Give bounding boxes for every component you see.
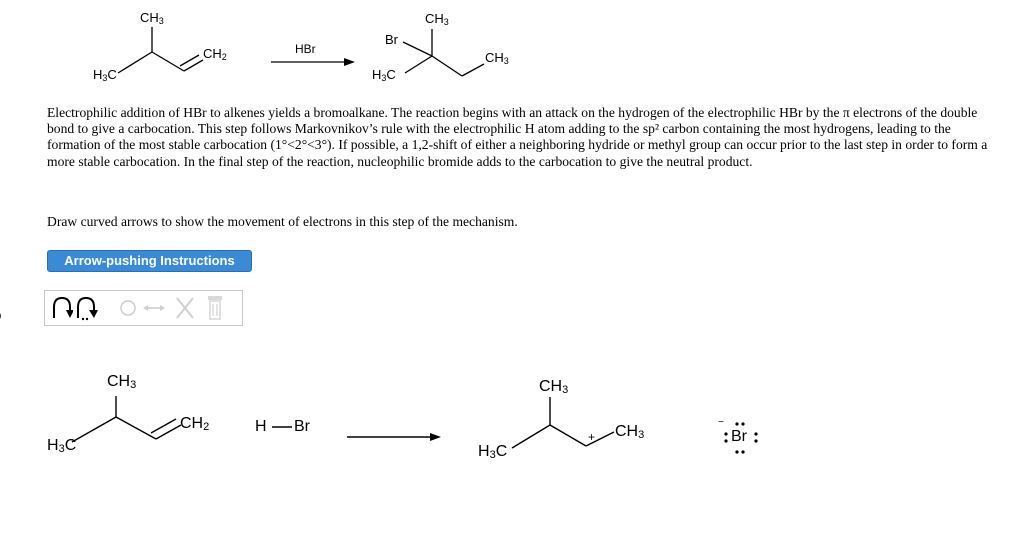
arrow-pushing-instructions-button[interactable]: Arrow-pushing Instructions [47,250,252,272]
product-methyl-top-label: $CH_3$ [425,11,449,27]
bromide-lone-pairs [718,418,766,458]
single-headed-curved-arrow-icon[interactable] [75,294,99,322]
reactant-methyl-left-label: $H_3C$ [93,67,117,83]
carbocation-charge-label: + [588,430,596,444]
bromide-symbol-label: Br [731,428,747,445]
product-bromo-label: Br [385,32,398,47]
mechanism-bonds [0,360,1024,480]
instructions-paragraph: Electrophilic addition of HBr to alkenes yields a bromoalkane. The reaction begins with an attack on the hydrogen of the electrophilic HBr by the π electrons of the double bond to give a carbocation. This step follows Markovnikov’s rule with the electrophilic H atom adding to the sp² carbon containing the most hydrogens, leading to the formation of the most stable carbocation (1°<2°<3°). If possible, a 1,2-shift of either a neighboring hydride or methyl group can occur prior to the last step in order to form a more stable carbocation. In the final step of the reaction, nucleophilic bromide adds to the carbocation to give the neutral product. [47,105,988,169]
reagent-label: HBr [295,42,316,56]
reactant-methyl-top-label: $CH_3$ [140,10,164,26]
alkene-methylene-label: $CH_2$ [180,415,210,433]
trash-icon[interactable] [203,294,227,322]
hbr-bromine-label[interactable]: Br [294,418,310,435]
reactant-methylene-label: $CH_2$ [203,46,227,62]
bromide-ion[interactable] [718,418,766,458]
arrow-tools-toolbar [44,290,243,326]
electron-pair-icon[interactable] [117,294,139,322]
double-headed-curved-arrow-icon[interactable] [51,294,73,322]
carbocation-methyl-right-label: $CH_3$ [615,423,645,441]
left-edge-circle-icon [0,306,8,326]
carbocation-methyl-top-label: $CH_3$ [539,378,569,396]
carbocation-methyl-left-label: $H_3C$ [478,443,508,461]
bromide-charge-label: − [718,417,724,428]
alkene-methyl-left-label: $H_3C$ [47,437,77,455]
hbr-hydrogen-label[interactable]: H [255,418,267,435]
question-prompt: Draw curved arrows to show the movement of electrons in this step of the mechanism. [47,214,518,229]
product-methyl-left-label: $H_3C$ [372,67,396,83]
delete-icon[interactable] [173,294,197,322]
resonance-arrow-icon[interactable] [141,294,167,322]
alkene-methyl-top-label: $CH_3$ [107,373,137,391]
product-methyl-right-label: $CH_3$ [485,50,509,66]
